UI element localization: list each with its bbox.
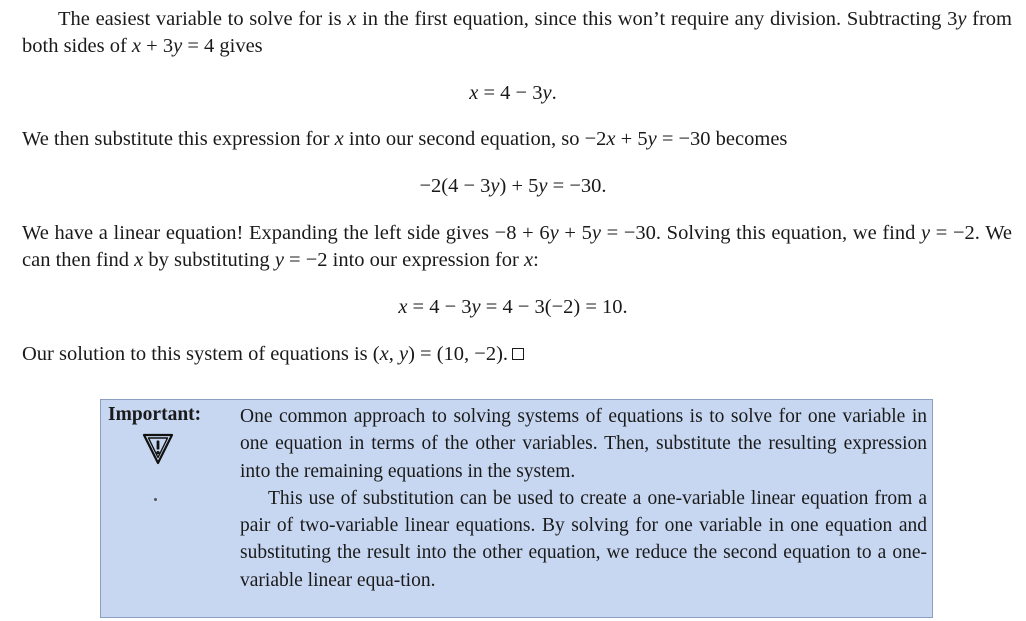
text: = −30. Solving this equation, we find — [600, 222, 921, 244]
math-var: x — [334, 128, 344, 150]
math-var: x — [606, 128, 616, 150]
math-var: x — [134, 249, 144, 271]
text: We then substitute this expression for — [22, 128, 335, 150]
text: = 4 gives — [182, 35, 263, 57]
text: from both sides of — [22, 8, 1012, 57]
math-var: y — [957, 8, 967, 30]
text: + 5 — [558, 222, 592, 244]
math-var: y — [173, 35, 183, 57]
text: = 4 − 3 — [478, 82, 543, 104]
text: = −2 into our expression for — [283, 249, 524, 271]
math-var: y — [490, 175, 500, 197]
math-var: x — [398, 296, 408, 318]
equation-1 — [0, 80, 1026, 107]
stray-dot — [154, 498, 157, 501]
text: ) + 5 — [499, 175, 539, 197]
equation-3 — [0, 294, 1026, 321]
paragraph-substitute — [22, 126, 1012, 153]
math-var: x — [347, 8, 357, 30]
text: = −2. We can then find — [22, 222, 1013, 271]
text: into our second equation, so −2 — [343, 128, 607, 150]
text: + 5 — [615, 128, 648, 150]
math-var: y — [591, 222, 601, 244]
text: = −30. — [547, 175, 607, 197]
text: = 4 − 3(−2) = 10. — [480, 296, 628, 318]
math-var: x — [131, 35, 142, 57]
text: , — [388, 343, 399, 365]
text: −2(4 − 3 — [419, 175, 491, 197]
paragraph-intro — [22, 6, 1012, 60]
math-var: y — [538, 175, 548, 197]
text: by substituting — [143, 249, 275, 271]
math-var: y — [542, 82, 552, 104]
math-var: y — [471, 296, 481, 318]
equation-2 — [0, 173, 1026, 200]
callout-paragraph-2: This use of substitution can be used to create a one-variable linear equation from a pair of two-variable linear equations. By solving for one variable in one equation and substituting the result into the other equation, we reduce the second equation to a one-variable linear equa-tion. — [240, 487, 927, 591]
math-var: y — [921, 222, 931, 244]
math-var: y — [549, 222, 559, 244]
math-var: x — [523, 249, 534, 271]
paragraph-linear — [22, 220, 1012, 274]
text: in the first equation, since this won’t require any division. Subtracting 3 — [356, 8, 958, 30]
text: . — [551, 82, 557, 104]
text: = 4 − 3 — [407, 296, 472, 318]
math-var: x — [469, 82, 479, 104]
text: = −30 becomes — [656, 128, 788, 150]
paragraph-solution — [22, 341, 1012, 368]
callout-paragraph-1: One common approach to solving systems of equations is to solve for one variable in one equation in terms of the other variables. Then, substitute the resulting expression into the remaining equations in the system. — [240, 406, 927, 482]
callout-body — [240, 403, 927, 594]
math-var: y — [398, 343, 409, 365]
important-callout — [100, 399, 933, 618]
text: ) = (10, −2). — [408, 343, 509, 365]
text: : — [533, 249, 539, 271]
text: We have a linear equation! Expanding the left side gives −8 + 6 — [22, 222, 550, 244]
math-var: y — [647, 128, 657, 150]
math-var: y — [274, 249, 284, 271]
math-var: x — [379, 343, 389, 365]
text: Our solution to this system of equations is ( — [22, 343, 380, 365]
exclamation-triangle-icon — [141, 432, 175, 466]
callout-label: Important: — [108, 404, 202, 425]
qed-square-icon — [512, 348, 524, 360]
text: The easiest variable to solve for is — [58, 8, 348, 30]
text: + 3 — [141, 35, 174, 57]
